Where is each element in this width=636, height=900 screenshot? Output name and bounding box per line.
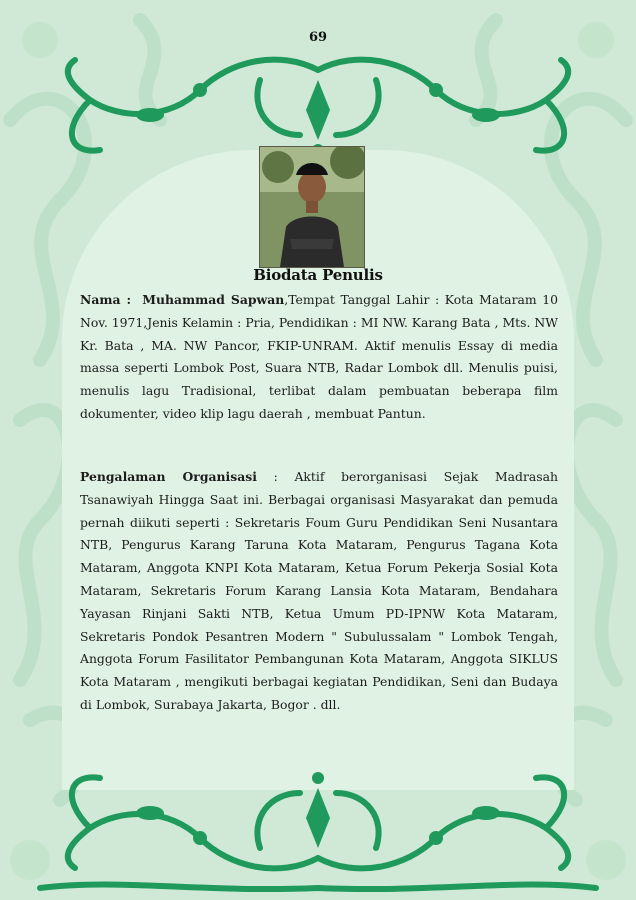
page-title: Biodata Penulis <box>253 266 383 284</box>
bio-text: ,Tempat Tanggal Lahir : Kota Mataram 10 Nov. 1971,Jenis Kelamin : Pria, Pendidikan : MI NW. Karang Bata , Mts. NW Kr. Bata , MA. NW Pancor, FKIP-UNRAM. Aktif menulis Essay di media massa seperti Lombok Post, Suara NTB, Radar Lombok dll. Menulis puisi, menulis lagu Tradisional, terlibat dalam pembuatan beberapa film dokumenter, video klip lagu daerah , membuat Pantun. <box>80 292 558 421</box>
page-number: 69 <box>308 30 328 45</box>
bio-paragraph <box>80 289 558 426</box>
top-ornament <box>0 40 636 160</box>
author-photo <box>259 146 365 268</box>
organization-label: Pengalaman Organisasi <box>80 469 257 484</box>
bottom-ornament <box>0 748 636 900</box>
organization-text: : Aktif berorganisasi Sejak Madrasah Tsanawiyah Hingga Saat ini. Berbagai organisasi Masyarakat dan pemuda pernah diikuti seperti : Sekretaris Foum Guru Pendidikan Seni Nusantara NTB, Pengurus Karang Taruna Kota Mataram, Pengurus Tagana Kota Mataram, Anggota KNPI Kota Mataram, Ketua Forum Pekerja Sosial Kota Mataram, Sekretaris Forum Karang Lansia Kota Mataram, Bendahara Yayasan Rinjani Sakti NTB, Ketua Umum PD-IPNW Kota Mataram, Sekretaris Pondok Pesantren Modern " Subulussalam " Lombok Tengah, Anggota Forum Fasilitator Pembangunan Kota Mataram, Anggota SIKLUS Kota Mataram , mengikuti berbagai kegiatan Pendidikan, Seni dan Budaya di Lombok, Surabaya Jakarta, Bogor . dll. <box>80 469 558 712</box>
name-label: Nama : <box>80 292 132 307</box>
organization-paragraph <box>80 466 558 717</box>
author-name: Muhammad Sapwan <box>142 292 285 307</box>
